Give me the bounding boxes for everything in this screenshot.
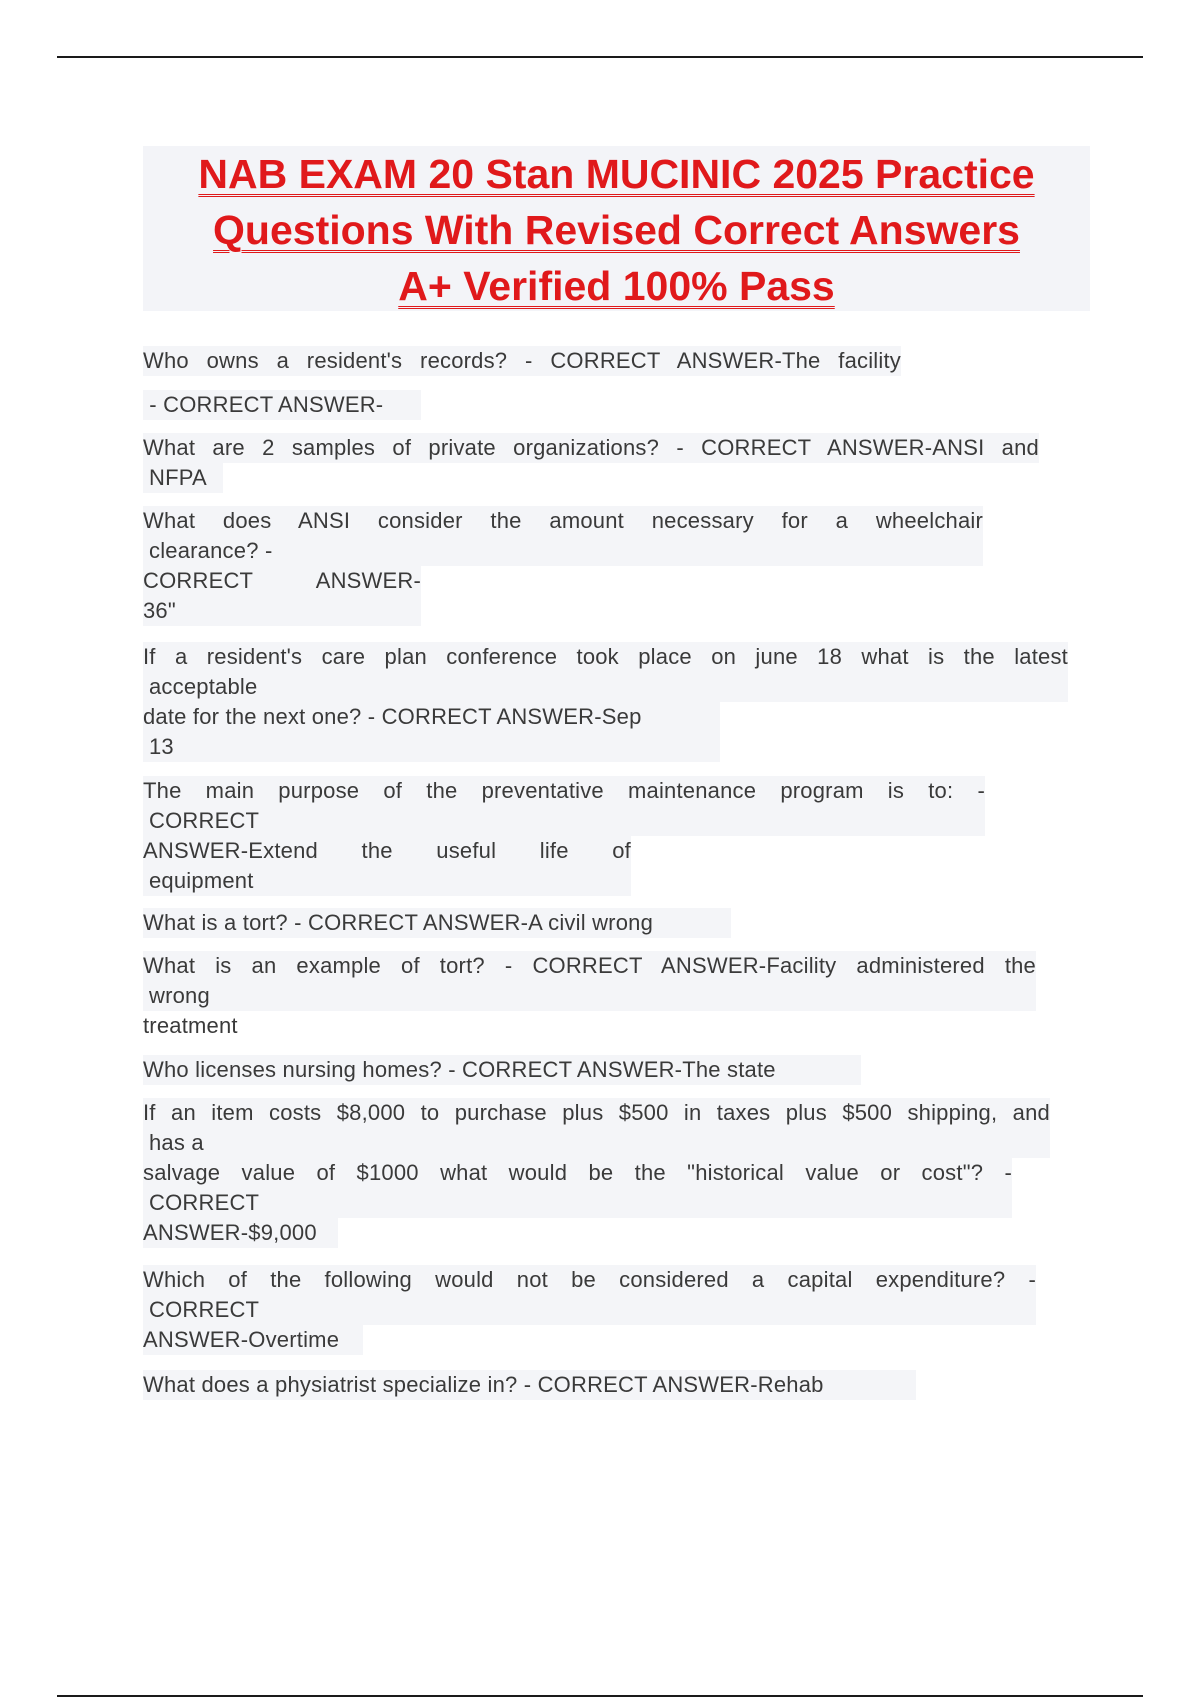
qa-line: The main purpose of the preventative maintenance program is to: - [143, 776, 985, 806]
qa-line: - CORRECT ANSWER- [143, 390, 421, 420]
qa-line: Who licenses nursing homes? - CORRECT ANSWER-The state [143, 1055, 861, 1085]
qa-line: NFPA [143, 463, 223, 493]
title-line: NAB EXAM 20 Stan MUCINIC 2025 Practice [198, 151, 1035, 197]
qa-line: has a [143, 1128, 1050, 1158]
qa-line: ANSWER-Extend the useful life of [143, 836, 631, 866]
qa-item [143, 390, 421, 420]
qa-line: CORRECT [143, 1295, 1036, 1325]
qa-line: equipment [143, 866, 631, 896]
qa-item [143, 346, 901, 376]
qa-item [143, 642, 1068, 762]
qa-item [143, 1055, 861, 1085]
qa-line: If a resident's care plan conference took place on june 18 what is the latest [143, 642, 1068, 672]
qa-line: date for the next one? - CORRECT ANSWER-Sep [143, 702, 720, 732]
qa-line: Who owns a resident's records? - CORRECT ANSWER-The facility [143, 346, 901, 376]
qa-item [143, 433, 1039, 493]
qa-line: What does ANSI consider the amount necessary for a wheelchair [143, 506, 983, 536]
qa-line: treatment [143, 1013, 238, 1038]
qa-line: What are 2 samples of private organizations? - CORRECT ANSWER-ANSI and [143, 433, 1039, 463]
qa-line: CORRECT [143, 806, 985, 836]
qa-line: clearance? - [143, 536, 983, 566]
title-line: Questions With Revised Correct Answers [213, 207, 1020, 253]
qa-line: salvage value of $1000 what would be the "historical value or cost"? - [143, 1158, 1012, 1188]
qa-line: Which of the following would not be considered a capital expenditure? - [143, 1265, 1036, 1295]
qa-item [143, 506, 983, 626]
qa-item [143, 908, 731, 938]
qa-line: ANSWER-Overtime [143, 1325, 363, 1355]
qa-line: CORRECT [143, 1188, 1012, 1218]
qa-line: What is an example of tort? - CORRECT ANSWER-Facility administered the [143, 951, 1036, 981]
qa-line: What does a physiatrist specialize in? - CORRECT ANSWER-Rehab [143, 1370, 916, 1400]
top-rule [57, 56, 1143, 58]
qa-line: If an item costs $8,000 to purchase plus $500 in taxes plus $500 shipping, and [143, 1098, 1050, 1128]
qa-line: wrong [143, 981, 1036, 1011]
qa-item [143, 1098, 1050, 1248]
qa-item [143, 1370, 916, 1400]
document-title [143, 146, 1090, 311]
qa-item [143, 951, 1036, 1041]
qa-line: 36" [143, 596, 421, 626]
qa-line: What is a tort? - CORRECT ANSWER-A civil wrong [143, 908, 731, 938]
qa-line: 13 [143, 732, 720, 762]
qa-item [143, 1265, 1036, 1355]
bottom-rule [57, 1695, 1143, 1697]
qa-line: CORRECT ANSWER- [143, 566, 421, 596]
qa-line: ANSWER-$9,000 [143, 1218, 338, 1248]
title-line: A+ Verified 100% Pass [398, 263, 835, 309]
qa-item [143, 776, 985, 896]
qa-line: acceptable [143, 672, 1068, 702]
